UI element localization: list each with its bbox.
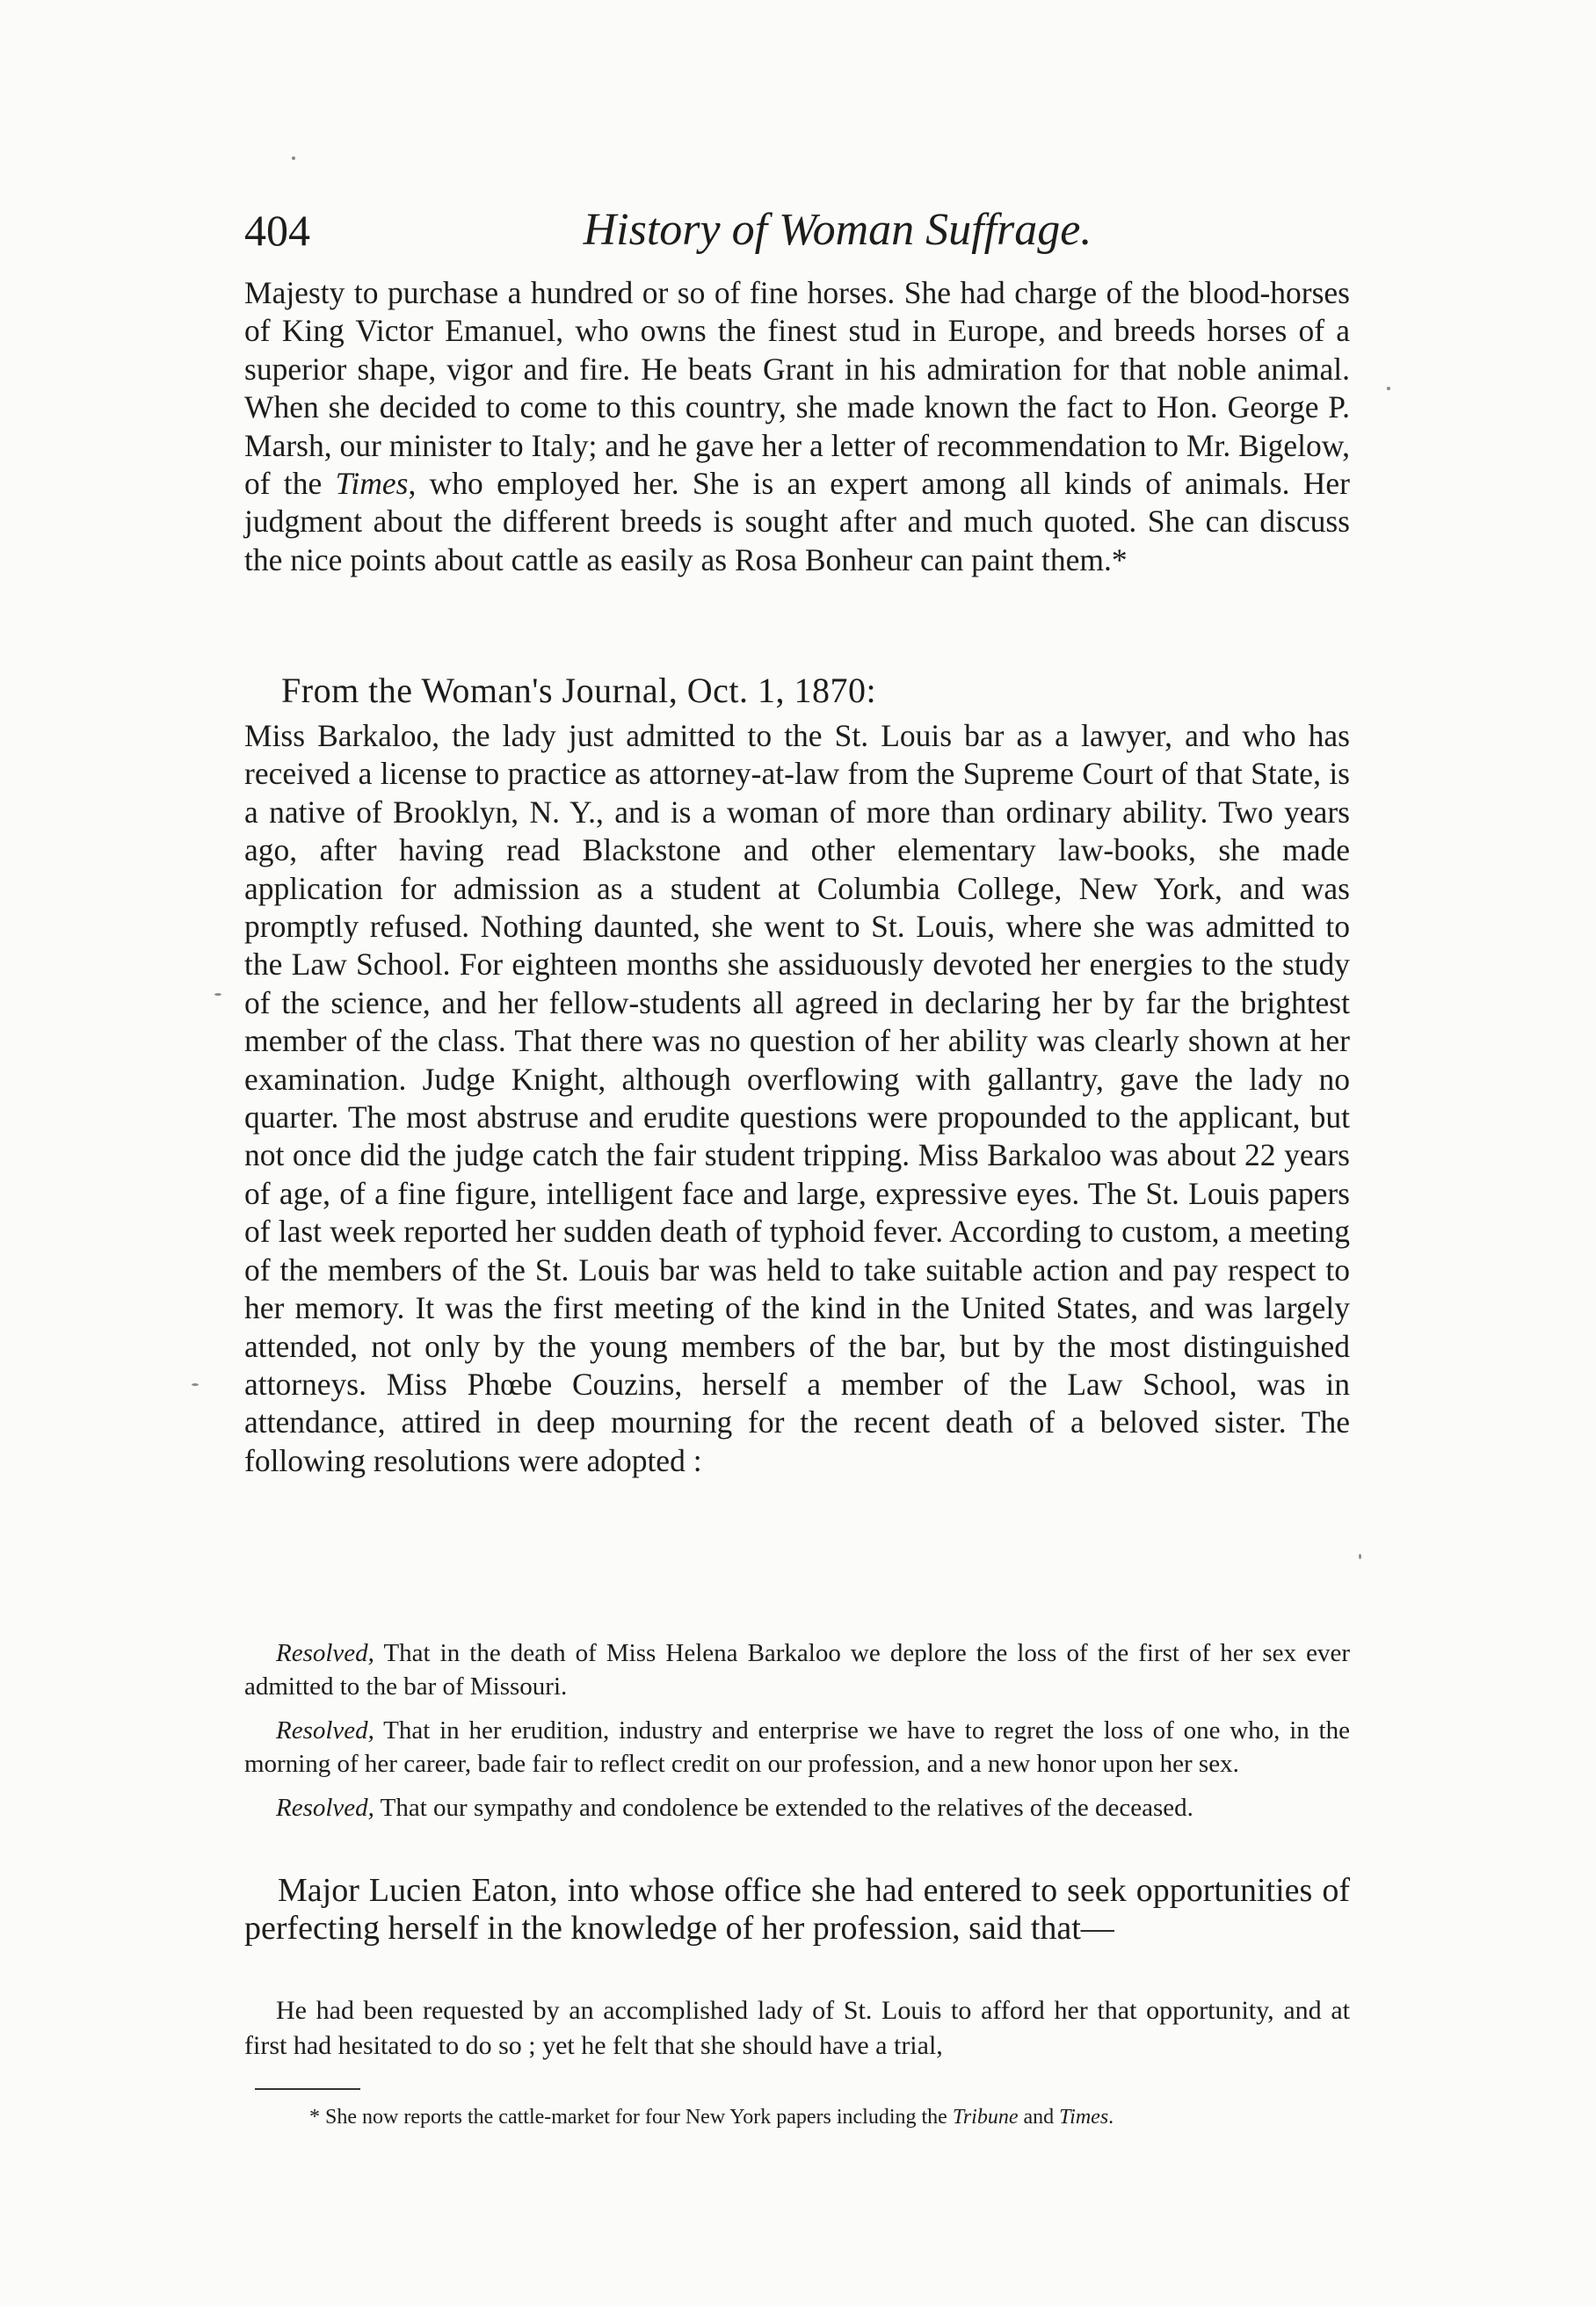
resolution-text: That in the death of Miss Helena Barkaloo we deplore the loss of the first of her sex ever admitted to the bar of Missouri. — [244, 1639, 1350, 1701]
paper-speck — [214, 993, 221, 996]
times-italic: Times — [335, 466, 409, 502]
page-number: 404 — [244, 206, 310, 255]
footnote-text-end: . — [1108, 2106, 1114, 2129]
eaton-quote — [244, 1993, 1350, 2064]
eaton-intro: Major Lucien Eaton, into whose office she had entered to seek opportunities of perfecting herself in the knowledge of her profession, said that— — [244, 1872, 1350, 1947]
resolution-text: That our sympathy and condolence be extended to the relatives of the deceased. — [374, 1794, 1193, 1822]
continued-text-part1: Majesty to purchase a hundred or so of fine horses. She had charge of the blood-horses of King Victor Emanuel, who owns the finest stud in Europe, and breeds horses of a superior shape, vigor and fire. He beats Grant in his admiration for that noble animal. When she decided to come to this country, she made known the fact to Hon. George P. Marsh, our minister to Italy; and he gave her a letter of recommendation to Mr. Bigelow, of the — [244, 275, 1350, 502]
continued-text-part2: , who employed her. She is an expert among all kinds of animals. Her judgment about the different breeds is sought after and much quoted. She can discuss the nice points about cattle as easily as Rosa Bonheur can paint them.* — [244, 466, 1350, 577]
paper-speck — [192, 1383, 199, 1386]
continued-paragraph-text — [244, 274, 1350, 579]
footnote-text-before: * She now reports the cattle-market for four New York papers including the — [309, 2106, 953, 2129]
resolution-label: Resolved, — [276, 1639, 374, 1667]
resolution-text: That in her erudition, industry and enterprise we have to regret the loss of one who, in the morning of her career, bade fair to reflect credit on our profession, and a new honor upon her sex. — [244, 1716, 1350, 1778]
article-text: Miss Barkaloo, the lady just admitted to the St. Louis bar as a lawyer, and who has received a license to practice as attorney-at-law from the Supreme Court of that State, is a native of Brooklyn, N. Y., and is a woman of more than ordinary ability. Two years ago, after having read Blackstone and other elementary law-books, she made application for admission as a student at Columbia College, New York, and was promptly refused. Nothing daunted, she went to St. Louis, where she was admitted to the Law School. For eighteen months she assiduously devoted her energies to the study of the science, and her fellow-students all agreed in declaring her by far the brightest member of the class. That there was no question of her ability was clearly shown at her examination. Judge Knight, although overflowing with gallantry, gave the lady no quarter. The most abstruse and erudite questions were propounded to the applicant, but not once did the judge catch the fair student tripping. Miss Barkaloo was about 22 years of age, of a fine figure, intelligent face and large, expressive eyes. The St. Louis papers of last week reported her sudden death of typhoid fever. According to custom, a meeting of the members of the St. Louis bar was held to take suitable action and pay respect to her memory. It was the first meeting of the kind in the United States, and was largely attended, not only by the young members of the bar, but by the most distinguished attorneys. Miss Phœbe Couzins, herself a member of the Law School, was in attendance, attired in deep mourning for the recent death of a beloved sister. The following resolutions were adopted : — [244, 718, 1350, 1478]
running-title: History of Woman Suffrage. — [583, 205, 1092, 255]
resolution-3 — [244, 1791, 1350, 1825]
journal-article — [244, 717, 1350, 1480]
resolution-label: Resolved, — [276, 1794, 374, 1822]
eaton-paragraph — [244, 1872, 1350, 1948]
resolution-2 — [244, 1714, 1350, 1781]
page-header — [244, 195, 1352, 265]
resolutions-block — [244, 1636, 1350, 1835]
resolution-1 — [244, 1636, 1350, 1703]
footnote-text-mid: and — [1018, 2106, 1060, 2129]
eaton-quote-text: He had been requested by an accomplished lady of St. Louis to afford her that opportunity, and at first had hesitated to do so ; yet he felt that she should have a trial, — [244, 1996, 1350, 2060]
continued-paragraph — [244, 274, 1350, 579]
footnote-divider — [255, 2088, 360, 2090]
paper-speck — [1359, 1554, 1361, 1559]
source-heading: From the Woman's Journal, Oct. 1, 1870: — [281, 671, 877, 710]
footnote — [309, 2102, 1364, 2132]
paper-speck — [1387, 387, 1390, 390]
footnote-tribune: Tribune — [952, 2106, 1019, 2129]
paper-speck — [292, 156, 295, 160]
footnote-times: Times — [1059, 2106, 1109, 2129]
resolution-label: Resolved, — [276, 1716, 374, 1745]
